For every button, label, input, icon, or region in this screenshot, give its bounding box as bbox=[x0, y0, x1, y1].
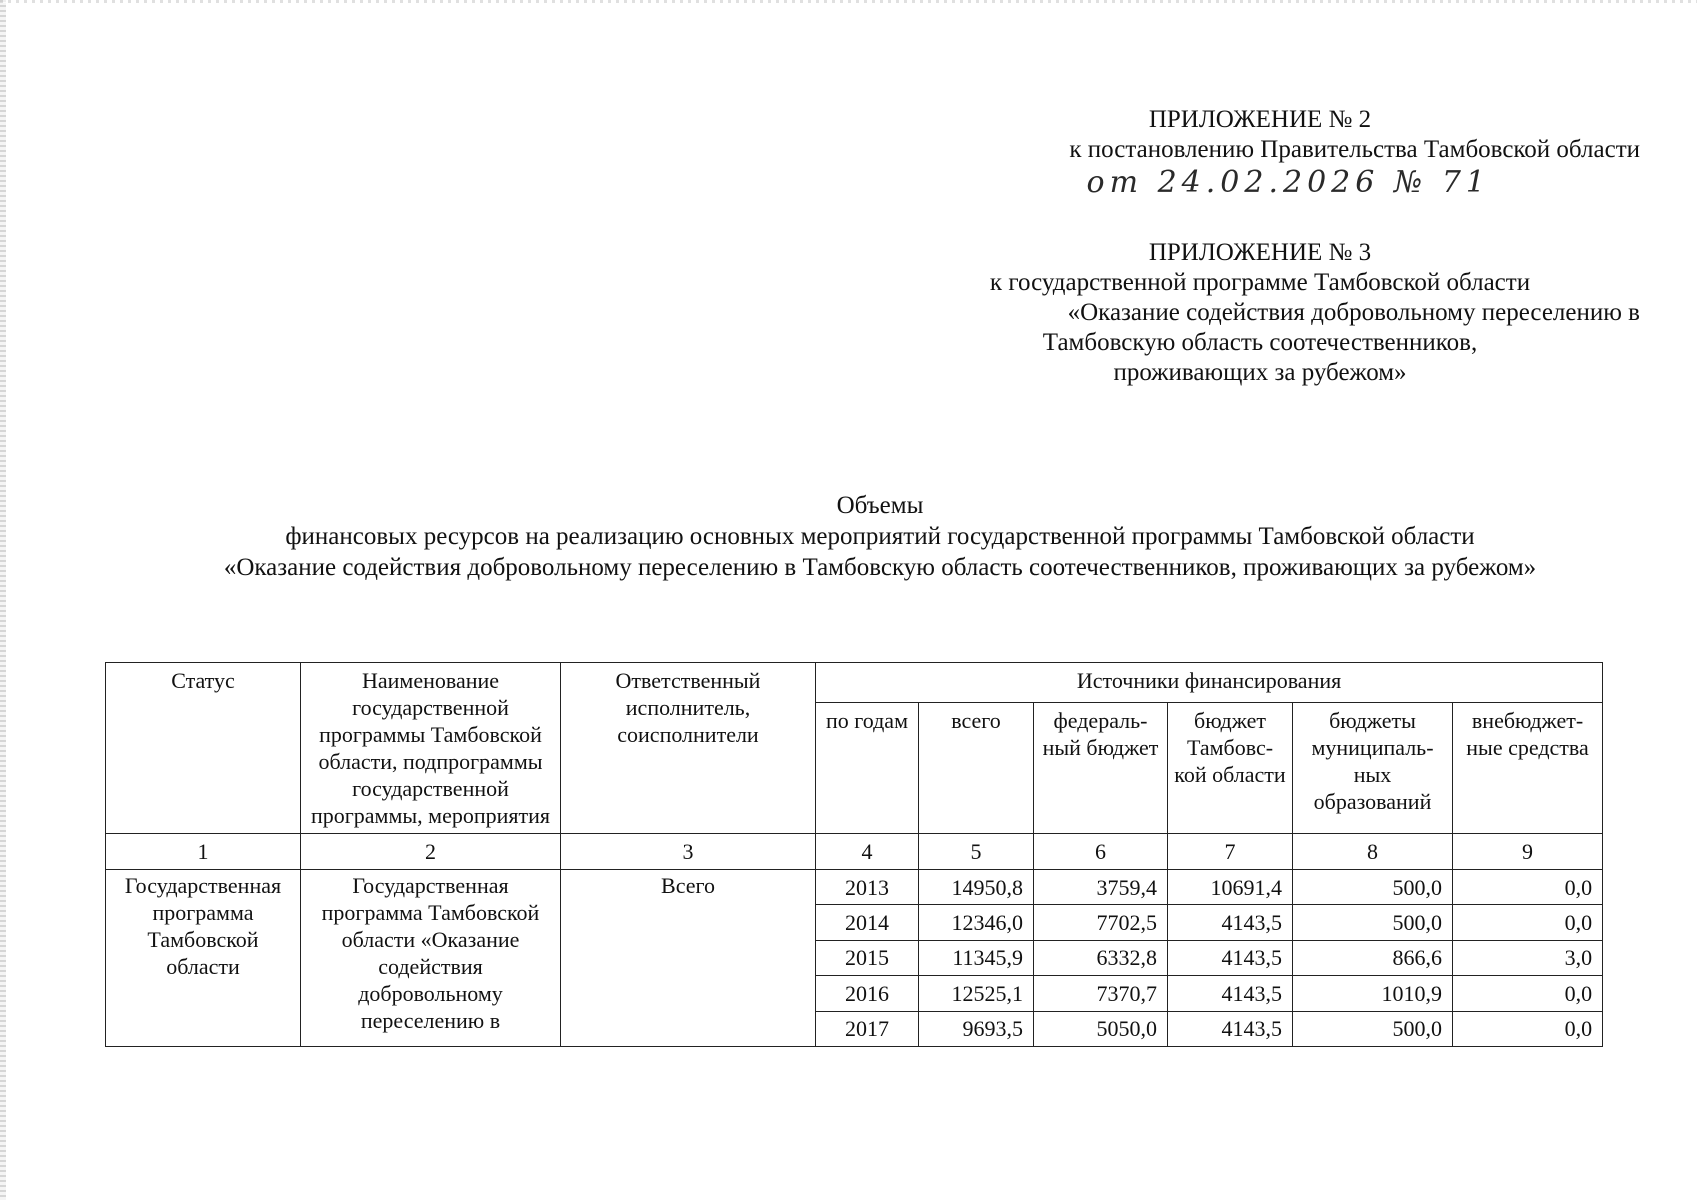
municipal-cell: 1010,9 bbox=[1293, 976, 1453, 1011]
financing-table bbox=[105, 662, 1603, 1047]
appendix3-line-3: Тамбовскую область соотечественников, bbox=[1042, 329, 1478, 356]
column-numbers-row bbox=[106, 834, 1603, 870]
extrabudget-cell: 0,0 bbox=[1453, 976, 1603, 1011]
scan-edge-top bbox=[0, 0, 1697, 3]
municipal-cell: 866,6 bbox=[1293, 940, 1453, 975]
title-line-2: финансовых ресурсов на реализацию основных мероприятий государственной программы Тамбовской области bbox=[285, 523, 1475, 550]
header-sources: Источники финансирования bbox=[816, 663, 1603, 703]
status-cell: Государственная программа Тамбовской области bbox=[106, 870, 301, 1047]
extrabudget-cell: 0,0 bbox=[1453, 870, 1603, 905]
extrabudget-cell: 0,0 bbox=[1453, 1011, 1603, 1046]
appendix2-heading: ПРИЛОЖЕНИЕ № 2 bbox=[1148, 106, 1372, 133]
col-num-8: 8 bbox=[1293, 834, 1453, 870]
regional-cell: 10691,4 bbox=[1168, 870, 1293, 905]
total-cell: 12346,0 bbox=[919, 905, 1034, 940]
federal-cell: 3759,4 bbox=[1034, 870, 1168, 905]
header-total: всего bbox=[919, 703, 1034, 834]
total-cell: 11345,9 bbox=[919, 940, 1034, 975]
header-by-years: по годам bbox=[816, 703, 919, 834]
federal-cell: 7370,7 bbox=[1034, 976, 1168, 1011]
col-num-1: 1 bbox=[106, 834, 301, 870]
header-federal: федераль-ный бюджет bbox=[1034, 703, 1168, 834]
scan-edge-left bbox=[0, 0, 6, 1200]
extrabudget-cell: 3,0 bbox=[1453, 940, 1603, 975]
col-num-7: 7 bbox=[1168, 834, 1293, 870]
responsible-cell: Всего bbox=[561, 870, 816, 1047]
col-num-9: 9 bbox=[1453, 834, 1603, 870]
municipal-cell: 500,0 bbox=[1293, 905, 1453, 940]
appendix3-line-4: проживающих за рубежом» bbox=[1113, 359, 1407, 386]
municipal-cell: 500,0 bbox=[1293, 1011, 1453, 1046]
appendix-header bbox=[880, 105, 1640, 388]
appendix3-line-1: к государственной программе Тамбовской области bbox=[989, 269, 1531, 296]
header-row-1 bbox=[106, 663, 1603, 703]
header-responsible: Ответственный исполнитель, соисполнители bbox=[561, 663, 816, 834]
year-cell: 2014 bbox=[816, 905, 919, 940]
header-municipal: бюджеты муниципаль-ных образований bbox=[1293, 703, 1453, 834]
title-line-3: «Оказание содействия добровольному переселению в Тамбовскую область соотечественников, проживающих за рубежом» bbox=[223, 554, 1537, 581]
header-extrabudget: внебюджет-ные средства bbox=[1453, 703, 1603, 834]
regional-cell: 4143,5 bbox=[1168, 905, 1293, 940]
year-cell: 2015 bbox=[816, 940, 919, 975]
col-num-6: 6 bbox=[1034, 834, 1168, 870]
col-num-4: 4 bbox=[816, 834, 919, 870]
table-row bbox=[106, 870, 1603, 905]
total-cell: 9693,5 bbox=[919, 1011, 1034, 1046]
total-cell: 12525,1 bbox=[919, 976, 1034, 1011]
extrabudget-cell: 0,0 bbox=[1453, 905, 1603, 940]
federal-cell: 6332,8 bbox=[1034, 940, 1168, 975]
federal-cell: 5050,0 bbox=[1034, 1011, 1168, 1046]
col-num-5: 5 bbox=[919, 834, 1034, 870]
total-cell: 14950,8 bbox=[919, 870, 1034, 905]
header-name: Наименование государственной программы Тамбовской области, подпрограммы государственной программы, мероприятия bbox=[301, 663, 561, 834]
appendix2-line: к постановлению Правительства Тамбовской области bbox=[1069, 136, 1640, 163]
document-title bbox=[100, 490, 1660, 583]
municipal-cell: 500,0 bbox=[1293, 870, 1453, 905]
appendix3-heading: ПРИЛОЖЕНИЕ № 3 bbox=[1148, 239, 1372, 266]
federal-cell: 7702,5 bbox=[1034, 905, 1168, 940]
year-cell: 2017 bbox=[816, 1011, 919, 1046]
regional-cell: 4143,5 bbox=[1168, 940, 1293, 975]
regional-cell: 4143,5 bbox=[1168, 1011, 1293, 1046]
program-name-cell bbox=[301, 870, 561, 1047]
handwritten-date-number: от 24.02.2026 № 71 bbox=[1086, 165, 1490, 200]
header-status: Статус bbox=[106, 663, 301, 834]
appendix3-line-2: «Оказание содействия добровольному переселению в bbox=[1067, 299, 1640, 326]
col-num-3: 3 bbox=[561, 834, 816, 870]
col-num-2: 2 bbox=[301, 834, 561, 870]
year-cell: 2013 bbox=[816, 870, 919, 905]
header-regional: бюджет Тамбовс-кой области bbox=[1168, 703, 1293, 834]
title-line-1: Объемы bbox=[836, 492, 924, 519]
year-cell: 2016 bbox=[816, 976, 919, 1011]
regional-cell: 4143,5 bbox=[1168, 976, 1293, 1011]
program-name-text: Государственная программа Тамбовской области «Оказание содействия добровольному переселению в bbox=[321, 873, 540, 1033]
